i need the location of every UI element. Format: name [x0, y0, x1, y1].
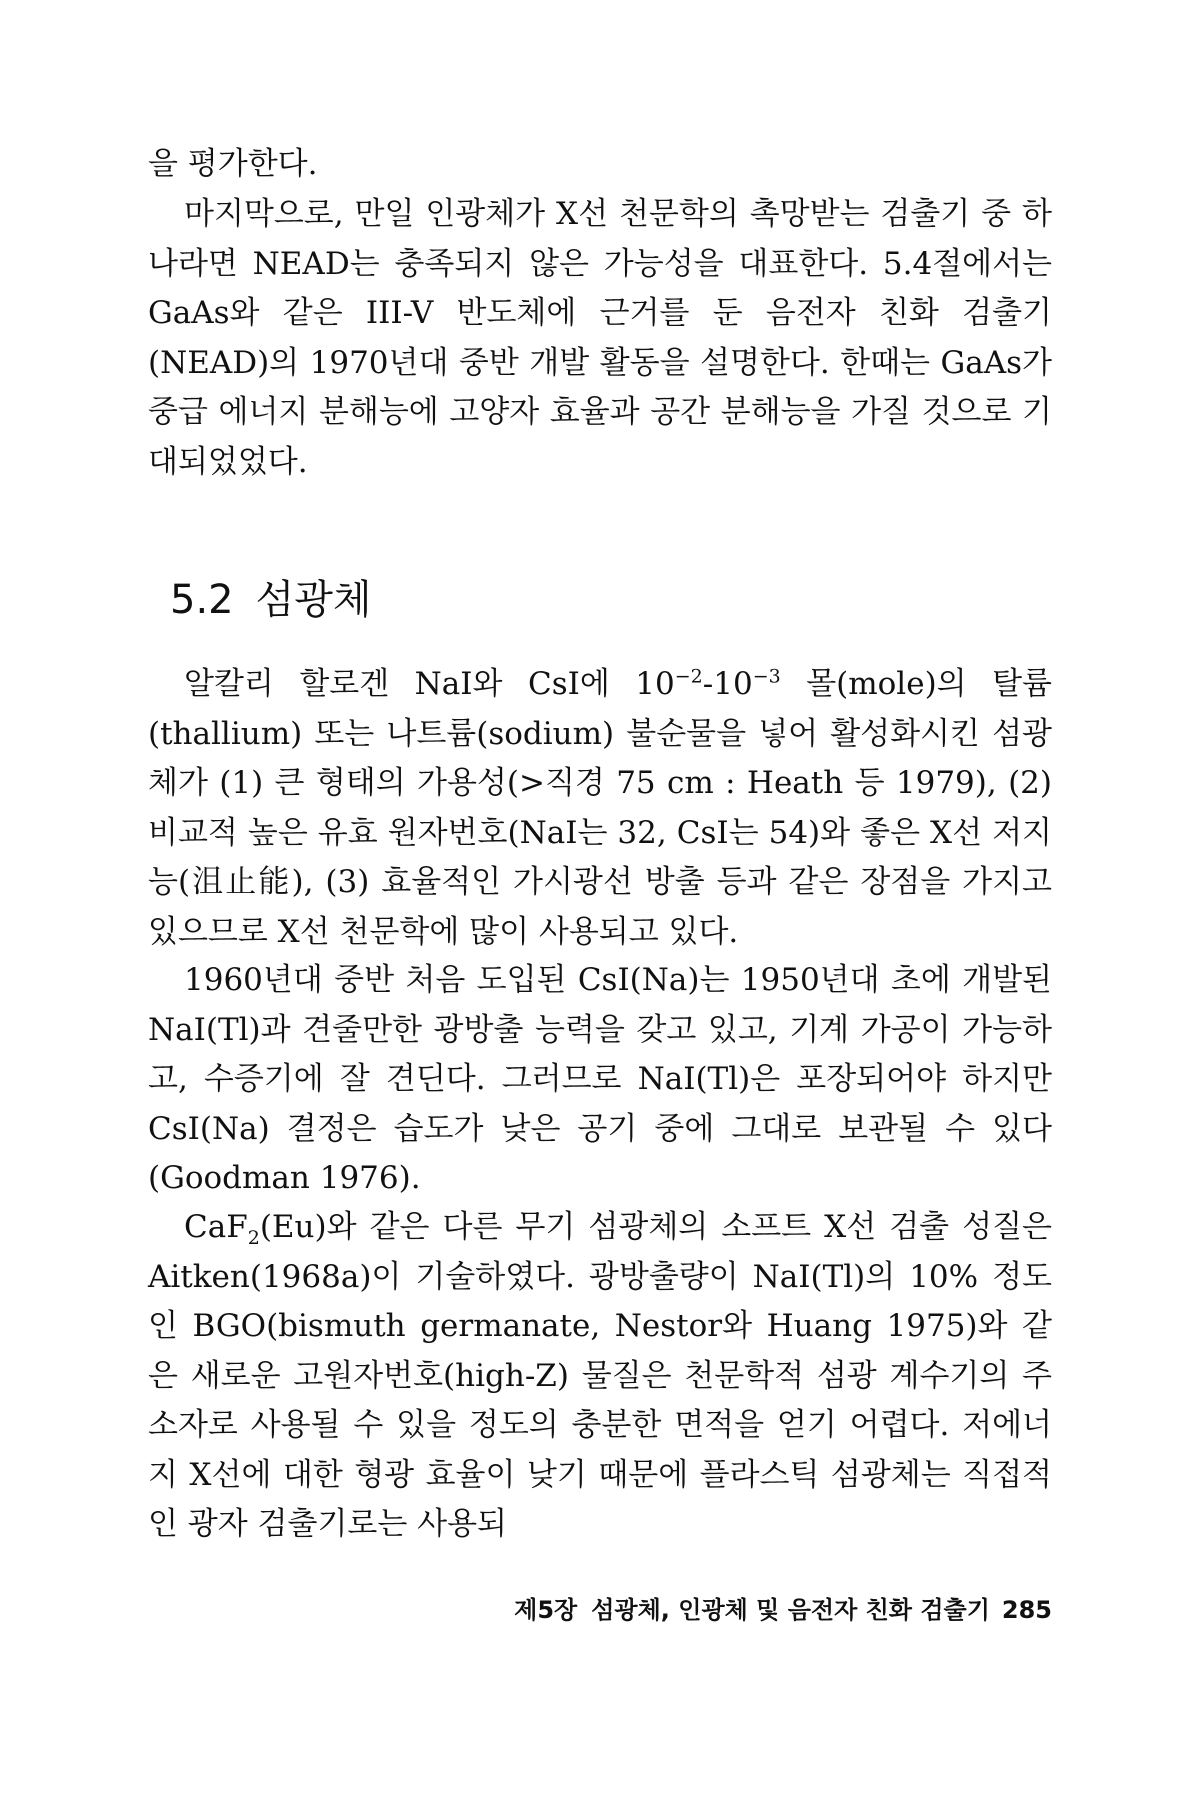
paragraph-1 [148, 660, 1052, 957]
paragraph-1-text-b: -10 [702, 666, 753, 702]
paragraph-3-text-b: (Eu)와 같은 다른 무기 섬광체의 소프트 X선 검출 성질은 Aitken(1968a)이 기술하였다. 광방출량이 NaI(Tl)의 10% 정도인 BGO(bismuth germanate, Nestor와 Huang 1975)와 같은 새로운 고원자번호(high-Z) 물질은 천문학적 섬광 계수기의 주소자로 사용될 수 있을 정도의 충분한 면적을 얻기 어렵다. 저에너지 X선에 대한 형광 효율이 낮기 때문에 플라스틱 섬광체는 직접적인 광자 검출기로는 사용되 [148, 1209, 1052, 1542]
paragraph-1-text-c: 몰(mole)의 탈륨(thallium) 또는 나트륨(sodium) 불순물을 넣어 활성화시킨 섬광체가 (1) 큰 형태의 가용성(>직경 75 cm : Heath 등 1979), (2) 비교적 높은 유효 원자번호(NaI는 32, CsI는 54)와 좋은 X선 저지능(沮止能), (3) 효율적인 가시광선 방출 등과 같은 장점을 가지고 있으므로 X선 천문학에 많이 사용되고 있다. [148, 666, 1052, 950]
exponent-1: −2 [674, 665, 703, 688]
footer-chapter: 제5장 [514, 1596, 578, 1624]
section-number: 5.2 [170, 577, 234, 623]
running-footer [480, 1590, 1052, 1625]
continuation-line: 을 평가한다. [148, 146, 318, 182]
section-title: 섬광체 [255, 577, 372, 623]
exponent-2: −3 [752, 665, 781, 688]
intro-paragraph: 마지막으로, 만일 인광체가 X선 천문학의 촉망받는 검출기 중 하나라면 NEAD는 충족되지 않은 가능성을 대표한다. 5.4절에서는 GaAs와 같은 III-V 반도체에 근거를 둔 음전자 친화 검출기(NEAD)의 1970년대 중반 개발 활동을 설명한다. 한때는 GaAs가 중급 에너지 분해능에 고양자 효율과 공간 분해능을 가질 것으로 기대되었었다. [148, 196, 1052, 480]
page-number: 285 [1001, 1596, 1052, 1624]
paragraph-2: 1960년대 중반 처음 도입된 CsI(Na)는 1950년대 초에 개발된 NaI(Tl)과 견줄만한 광방출 능력을 갖고 있고, 기계 가공이 가능하고, 수증기에 잘 견딘다. 그러므로 NaI(Tl)은 포장되어야 하지만 CsI(Na) 결정은 습도가 낮은 공기 중에 그대로 보관될 수 있다(Goodman 1976). [148, 962, 1052, 1196]
footer-title: 섬광체, 인광체 및 음전자 친화 검출기 [591, 1596, 990, 1624]
paragraph-3-text-a: CaF [184, 1209, 248, 1245]
section-heading [170, 568, 372, 625]
subscript-2: 2 [247, 1227, 260, 1250]
paragraph-1-text-a: 알칼리 할로겐 NaI와 CsI에 10 [184, 666, 675, 702]
paragraph-3 [148, 1203, 1052, 1550]
